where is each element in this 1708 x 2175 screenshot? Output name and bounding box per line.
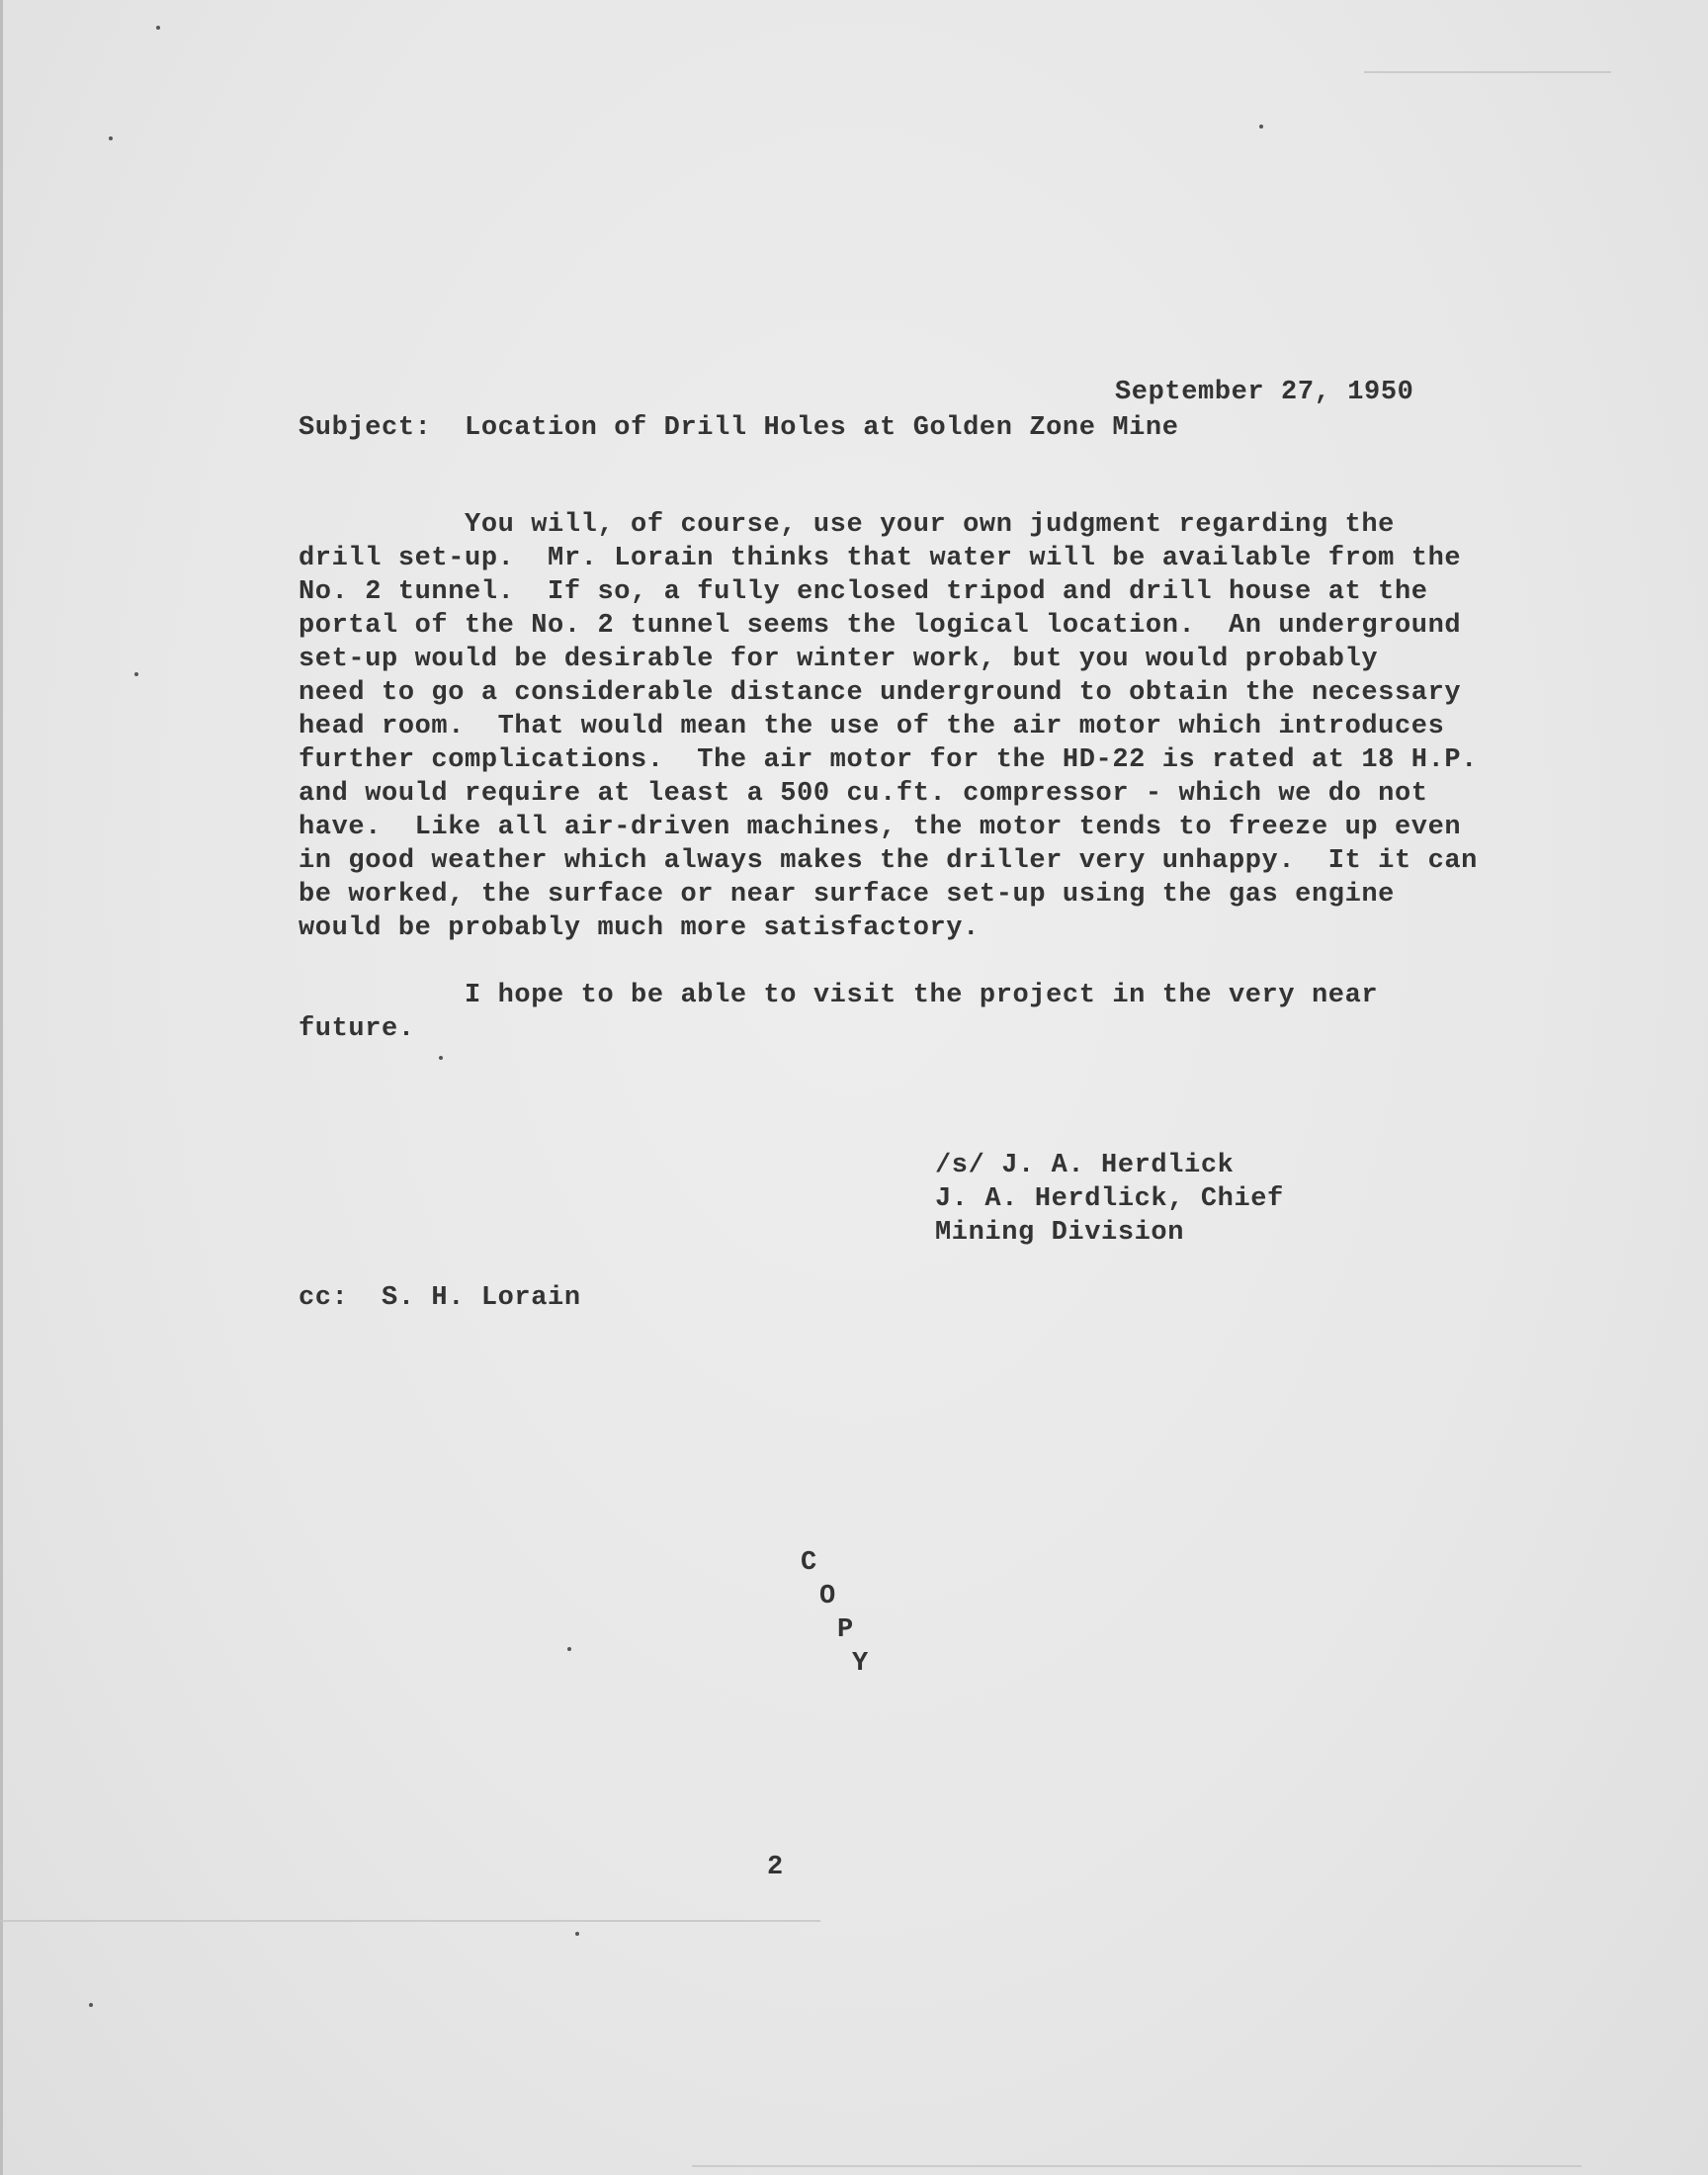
- paragraph-line: further complications. The air motor for the HD-22 is rated at 18 H.P.: [299, 745, 1478, 775]
- scan-speck: [1259, 125, 1263, 129]
- letter-date: September 27, 1950: [1115, 378, 1414, 407]
- paragraph-line: I hope to be able to visit the project in the very near: [299, 981, 1379, 1010]
- scan-speck: [439, 1056, 443, 1060]
- page-number: 2: [767, 1853, 784, 1882]
- paragraph-line: be worked, the surface or near surface set-up using the gas engine: [299, 880, 1395, 910]
- cc-line: cc: S. H. Lorain: [299, 1283, 581, 1313]
- paragraph-line: future.: [299, 1014, 415, 1044]
- signer-division: Mining Division: [935, 1218, 1185, 1248]
- copy-letter: C: [801, 1548, 817, 1578]
- copy-letter: O: [819, 1582, 836, 1611]
- copy-letter: P: [837, 1615, 854, 1645]
- paragraph-line: drill set-up. Mr. Lorain thinks that water will be available from the: [299, 544, 1462, 573]
- paragraph-line: in good weather which always makes the driller very unhappy. It it can: [299, 846, 1478, 876]
- scan-speck: [109, 136, 113, 140]
- paragraph-line: You will, of course, use your own judgment regarding the: [299, 510, 1395, 540]
- paragraph-line: set-up would be desirable for winter work, but you would probably: [299, 645, 1379, 674]
- scan-rule: [1364, 71, 1611, 73]
- signature-line: /s/ J. A. Herdlick: [935, 1151, 1235, 1180]
- page-edge: [0, 0, 3, 2175]
- scan-speck: [567, 1647, 571, 1651]
- scan-speck: [89, 2003, 93, 2007]
- paragraph-line: would be probably much more satisfactory.: [299, 914, 980, 943]
- copy-letter: Y: [852, 1649, 869, 1679]
- paragraph-line: head room. That would mean the use of the air motor which introduces: [299, 712, 1445, 741]
- paragraph-line: and would require at least a 500 cu.ft. compressor - which we do not: [299, 779, 1428, 809]
- scan-speck: [156, 26, 160, 30]
- paragraph-line: need to go a considerable distance underground to obtain the necessary: [299, 678, 1462, 708]
- paragraph-line: have. Like all air-driven machines, the motor tends to freeze up even: [299, 813, 1462, 842]
- scan-speck: [134, 672, 138, 676]
- signer-title: J. A. Herdlick, Chief: [935, 1184, 1284, 1214]
- paragraph-line: portal of the No. 2 tunnel seems the logical location. An underground: [299, 611, 1462, 641]
- scan-rule: [0, 1920, 820, 1922]
- scan-rule: [692, 2165, 1581, 2167]
- subject-line: Subject: Location of Drill Holes at Golden Zone Mine: [299, 413, 1179, 443]
- scan-speck: [575, 1932, 579, 1936]
- paragraph-line: No. 2 tunnel. If so, a fully enclosed tripod and drill house at the: [299, 577, 1428, 607]
